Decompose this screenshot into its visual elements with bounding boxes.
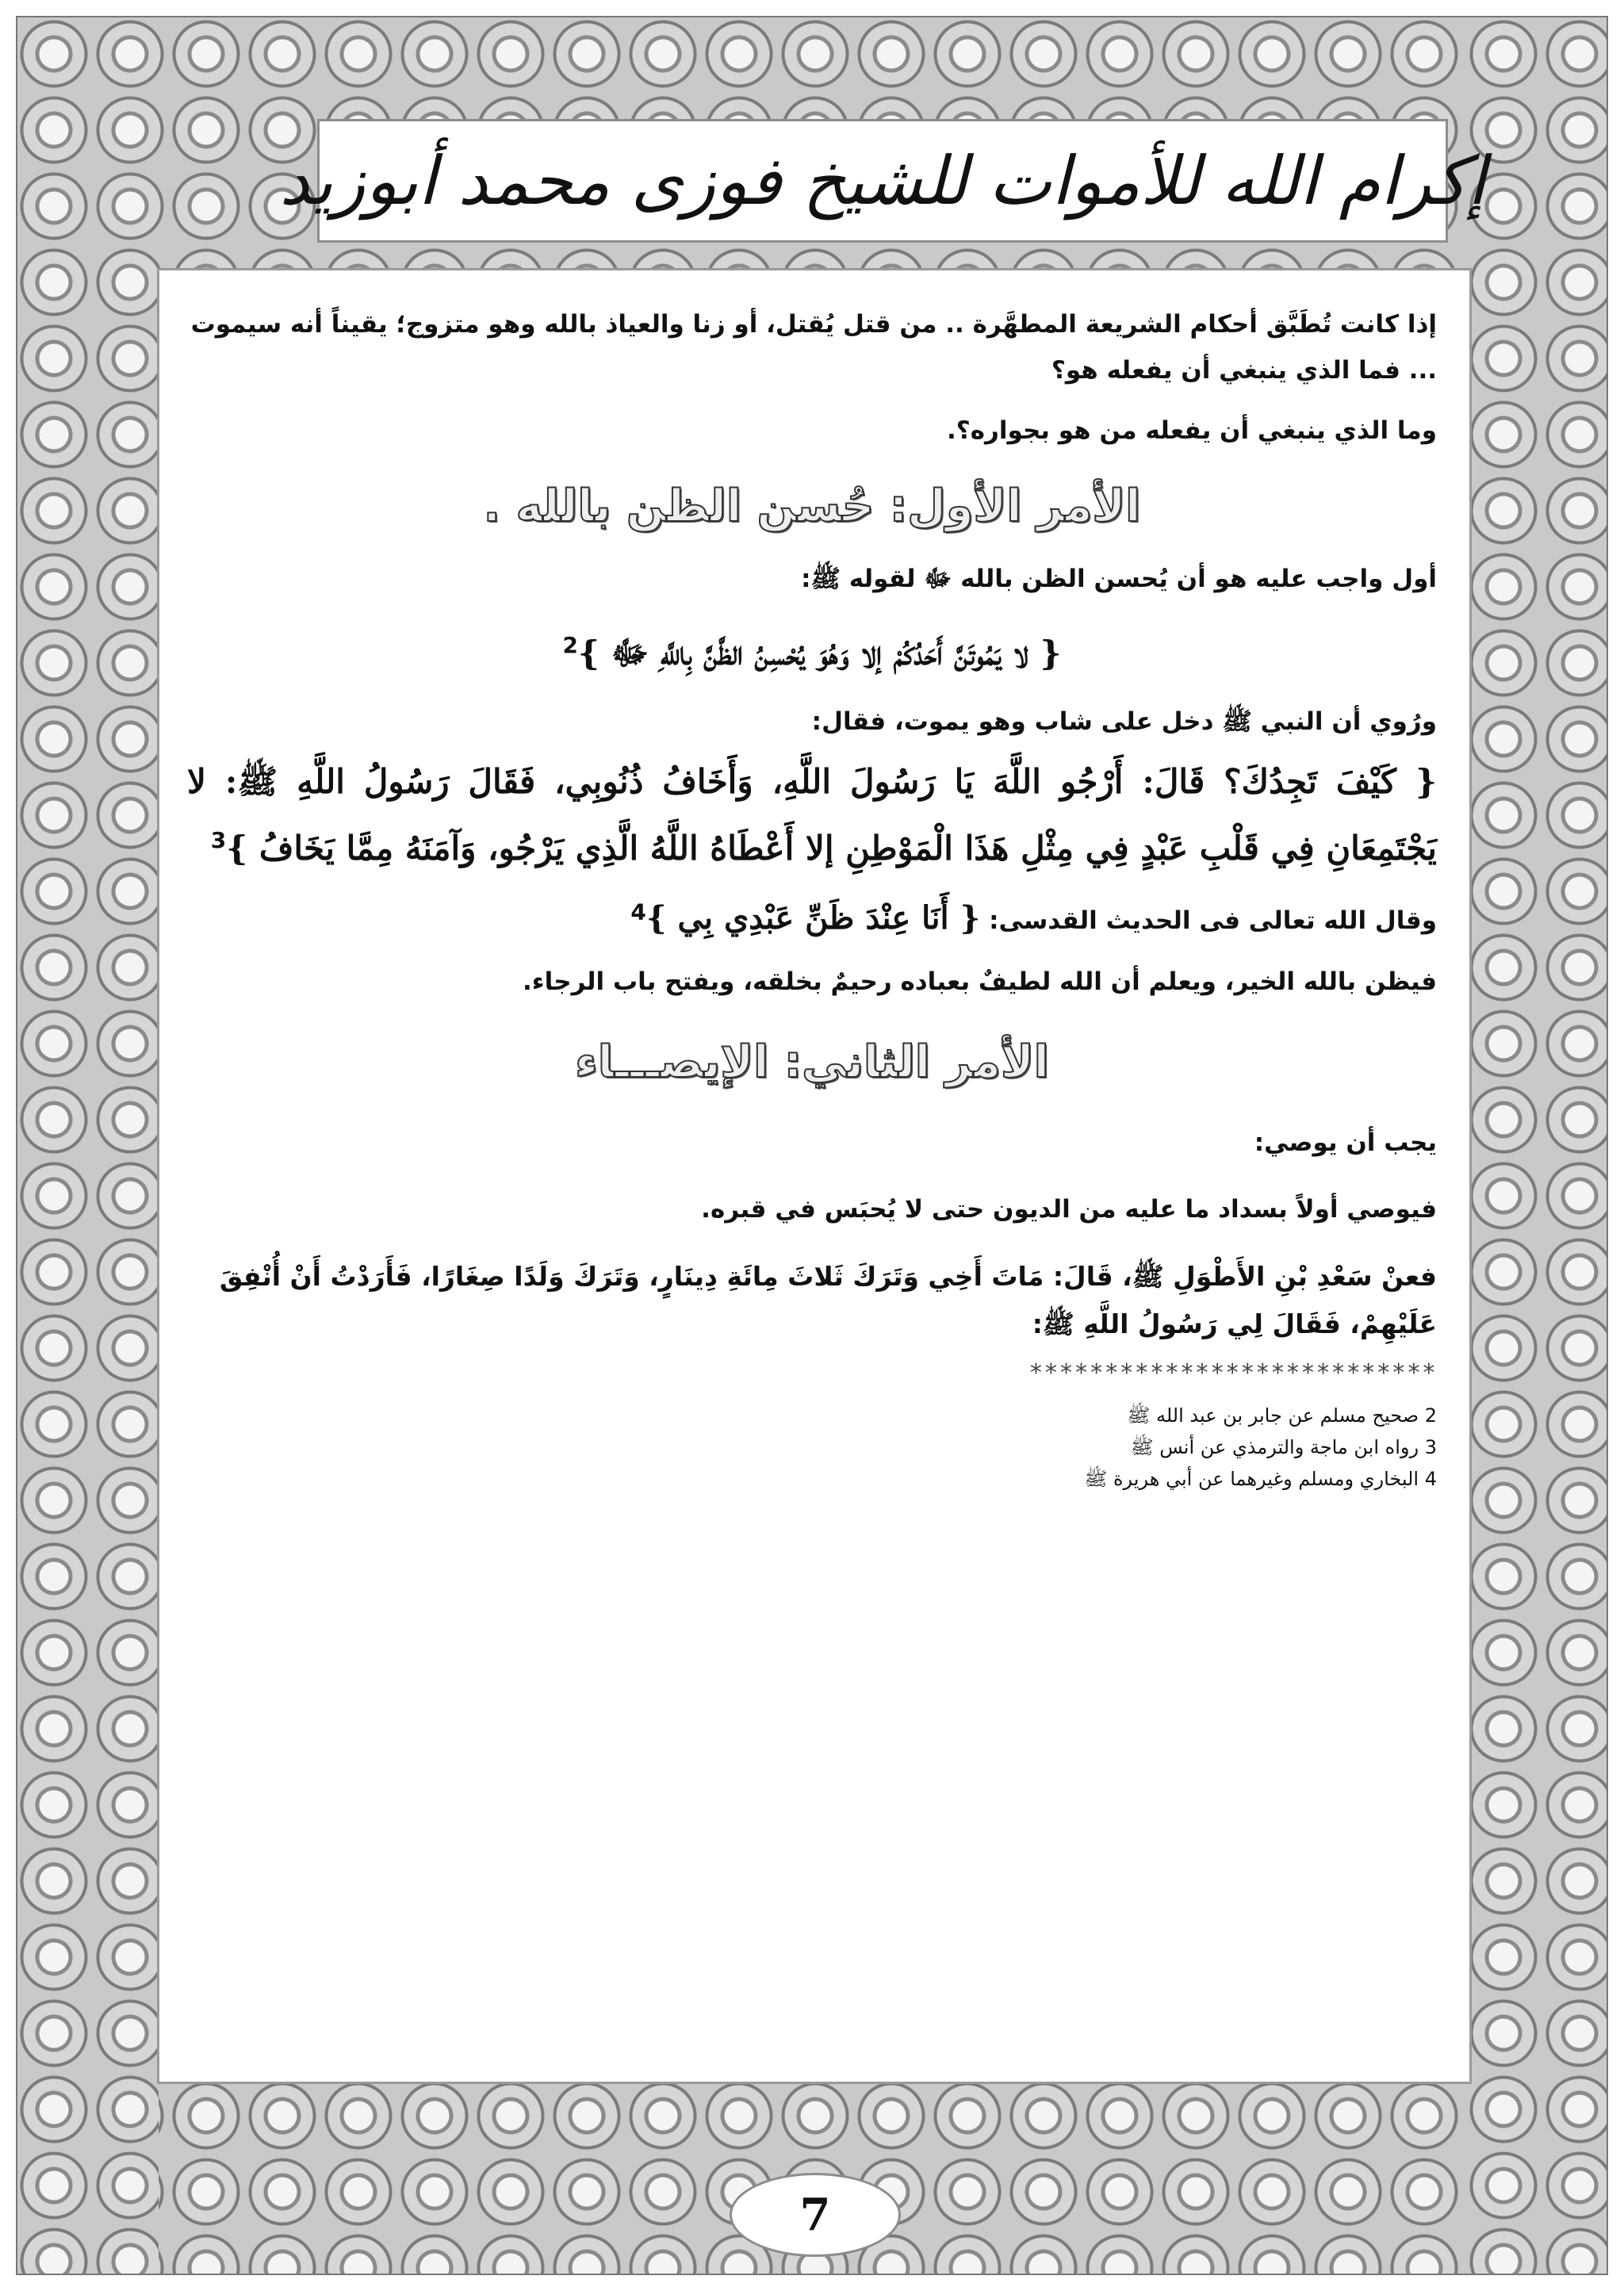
- paragraph-8: فيوصي أولاً بسداد ما عليه من الديون حتى لا يُحبَس في قبره.: [701, 1195, 1437, 1224]
- footnotes: [187, 1400, 1437, 1495]
- paragraph-3: أول واجب عليه هو أن يُحسن الظن بالله ﷻ لقوله ﷺ:: [801, 565, 1437, 593]
- paragraph-9: فعنْ سَعْدِ بْنِ الأَطْوَلِ ﷺ، قَالَ: مَاتَ أَخِي وَتَرَكَ ثَلاثَ مِائَةِ دِينَارٍ، وَتَرَكَ وَلَدًا صِغَارًا، فَأَرَدْتُ أَنْ أُنْفِقَ عَلَيْهِمْ، فَقَالَ لِي رَسُولُ اللَّهِ ﷺ:: [219, 1261, 1437, 1339]
- qudsi-intro: وقال الله تعالى فى الحديث القدسى:: [989, 906, 1437, 935]
- heading-first-matter: الأمر الأول: حُسن الظن بالله .: [483, 481, 1141, 532]
- paragraph-1: إذا كانت تُطَبَّق أحكام الشريعة المطهَّرة .. من قتل يُقتل، أو زنا والعياذ بالله وهو متزوج؛ يقيناً أنه سيموت ... فما الذي ينبغي أن يفعله هو؟: [190, 310, 1437, 385]
- footnote-separator: ***************************: [1028, 1359, 1437, 1387]
- paragraph-6: فيظن بالله الخير، ويعلم أن الله لطيفٌ بعباده رحيمٌ بخلقه، ويفتح باب الرجاء.: [523, 967, 1437, 996]
- heading-second-matter: الأمر الثاني: الإيصـــاء: [575, 1036, 1049, 1088]
- hadith-quote-2: [187, 753, 1437, 878]
- hadith-quote-3: { أَنَا عِنْدَ ظَنِّ عَبْدِي بِي }: [645, 899, 981, 937]
- page-number: 7: [799, 2189, 831, 2241]
- paragraph-2: وما الذي ينبغي أن يفعله من هو بجواره؟.: [946, 416, 1437, 445]
- footnote-4: 4 البخاري ومسلم وغيرهما عن أبي هريرة ﷺ: [1084, 1468, 1437, 1490]
- hadith-quote-2-text: { كَيْفَ تَجِدُكَ؟ قَالَ: أَرْجُو اللَّهَ يَا رَسُولَ اللَّهِ، وَأَخَافُ ذُنُوبِي، فَقَالَ رَسُولُ اللَّهِ ﷺ: لا يَجْتَمِعَانِ فِي قَلْبِ عَبْدٍ فِي مِثْلِ هَذَا الْمَوْطِنِ إلا أَعْطَاهُ اللَّهُ الَّذِي يَرْجُو، وَآمَنَهُ مِمَّا يَخَافُ }: [187, 762, 1437, 868]
- paragraph-7: يجب أن يوصي:: [1254, 1128, 1437, 1157]
- footnote-3: 3 رواه ابن ماجة والترمذي عن أنس ﷺ: [1130, 1436, 1437, 1458]
- page-title: إكرام الله للأموات للشيخ فوزى محمد أبوزيد: [279, 142, 1486, 220]
- page-number-box: [730, 2173, 901, 2257]
- hadith-quote-1-text: { لا يَمُوتَنَّ أَحَدُكُمْ إلا وَهُوَ يُحْسِنُ الظَّنَّ بِاللَّهِ ﷻ }: [577, 634, 1062, 672]
- paragraph-5: [187, 889, 1437, 948]
- hadith-quote-1: [187, 616, 1437, 683]
- page-content: [187, 301, 1437, 1495]
- paragraph-4: ورُوي أن النبي ﷺ دخل على شاب وهو يموت، فقال:: [811, 707, 1437, 736]
- footnote-ref-2: 2: [562, 632, 578, 658]
- footnote-ref-4: 4: [630, 898, 646, 925]
- title-box: [279, 119, 1486, 243]
- footnote-2: 2 صحيح مسلم عن جابر بن عبد الله ﷺ: [1127, 1404, 1437, 1427]
- footnote-ref-3: 3: [210, 827, 227, 853]
